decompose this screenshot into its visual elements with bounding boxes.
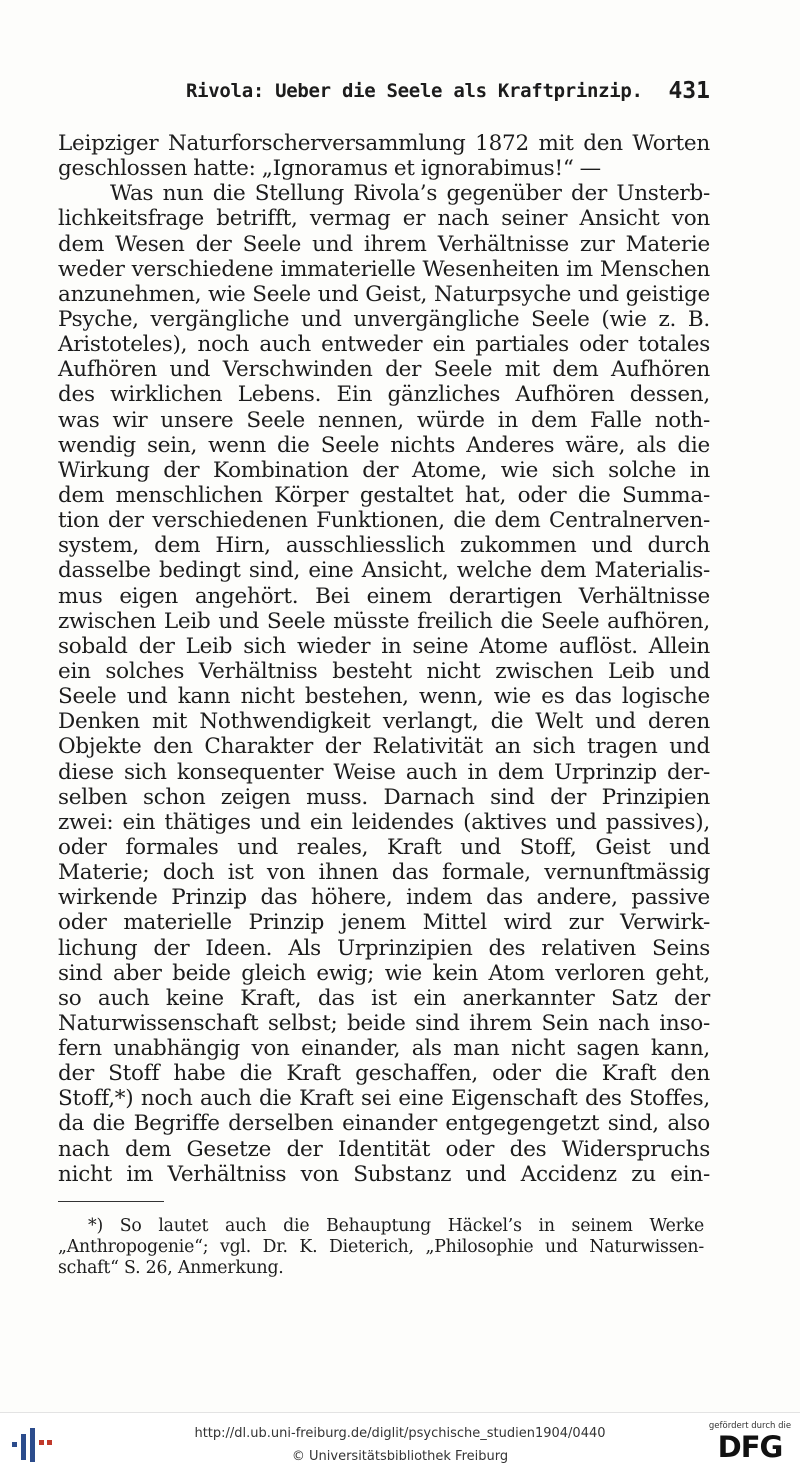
document-url[interactable]: http://dl.ub.uni-freiburg.de/diglit/psychische_studien1904/0440 xyxy=(194,1426,606,1441)
text-line: Stoff,*) noch auch die Kraft sei eine Eigenschaft des Stoffes, xyxy=(58,1086,710,1112)
text-line: sobald der Leib sich wieder in seine Atome auflöst. Allein xyxy=(58,633,710,659)
text-line: lichung der Ideen. Als Urprinzipien des relativen Seins xyxy=(58,935,710,961)
text-line: fern unabhängig von einander, als man nicht sagen kann, xyxy=(58,1036,710,1062)
copyright-notice: © Universitätsbibliothek Freiburg xyxy=(291,1449,509,1464)
text-line: so auch keine Kraft, das ist ein anerkannter Satz der xyxy=(58,985,710,1011)
text-line: zwei: ein thätiges und ein leidendes (aktives und passives), xyxy=(58,809,710,835)
text-line: Leipziger Naturforscherversammlung 1872 mit den Worten xyxy=(58,131,710,156)
text-line: geschlossen hatte: „Ignoramus et ignorabimus!“ — xyxy=(58,156,601,182)
text-line: weder verschiedene immaterielle Wesenheiten im Menschen xyxy=(58,256,710,282)
text-line: Denken mit Nothwendigkeit verlangt, die Welt und deren xyxy=(58,709,710,735)
text-line: Naturwissenschaft selbst; beide sind ihrem Sein nach inso- xyxy=(58,1010,710,1036)
text-line: selben schon zeigen muss. Darnach sind der Prinzipien xyxy=(58,784,710,810)
text-line: der Stoff habe die Kraft geschaffen, oder die Kraft den xyxy=(58,1061,710,1087)
text-line: was wir unsere Seele nennen, würde in dem Falle noth- xyxy=(58,407,710,433)
text-line: des wirklichen Lebens. Ein gänzliches Aufhören dessen, xyxy=(58,382,710,408)
text-line: oder materielle Prinzip jenem Mittel wird zur Verwirk- xyxy=(58,910,710,936)
text-line: Seele und kann nicht bestehen, wenn, wie es das logische xyxy=(58,684,710,710)
text-line: system, dem Hirn, ausschliesslich zukommen und durch xyxy=(58,533,710,559)
footnote-line: *) So lautet auch die Behauptung Häckel’s in seinem Werke xyxy=(88,1216,704,1236)
text-line: Materie; doch ist von ihnen das formale, vernunftmässig xyxy=(58,860,710,886)
text-line: nach dem Gesetze der Identität oder des Widerspruchs xyxy=(58,1136,710,1162)
text-line: wirkende Prinzip das höhere, indem das andere, passive xyxy=(58,885,710,911)
text-line: dem Wesen der Seele und ihrem Verhältnisse zur Materie xyxy=(58,231,710,257)
text-line: zwischen Leib und Seele müsste freilich die Seele aufhören, xyxy=(58,608,710,634)
text-line: tion der verschiedenen Funktionen, die dem Centralnerven- xyxy=(58,508,710,534)
text-line: mus eigen angehört. Bei einem derartigen Verhältnisse xyxy=(58,583,710,609)
text-line: oder formales und reales, Kraft und Stoff, Geist und xyxy=(58,834,710,860)
text-line: Aristoteles), noch auch entweder ein partiales oder totales xyxy=(58,332,710,358)
text-line: lichkeitsfrage betrifft, vermag er nach seiner Ansicht von xyxy=(58,206,710,232)
dfg-caption: gefördert durch die xyxy=(708,1421,792,1431)
text-line: Psyche, vergängliche und unvergängliche Seele (wie z. B. xyxy=(58,306,710,332)
text-line: dasselbe bedingt sind, eine Ansicht, welche dem Materialis- xyxy=(58,558,710,584)
text-line: anzunehmen, wie Seele und Geist, Naturpsyche und geistige xyxy=(58,281,710,307)
text-line: diese sich konsequenter Weise auch in dem Urprinzip der- xyxy=(58,759,710,785)
footnote-divider xyxy=(58,1201,164,1202)
footnote-line: „Anthropogenie“; vgl. Dr. K. Dieterich, „Philosophie und Naturwissen- xyxy=(58,1237,704,1257)
running-head xyxy=(186,80,710,110)
viewer-footer xyxy=(0,1412,800,1473)
dfg-logo[interactable] xyxy=(708,1421,792,1467)
dfg-logo-text: DFG xyxy=(717,1430,783,1464)
text-line: Wirkung der Kombination der Atome, wie sich solche in xyxy=(58,457,710,483)
footnote-line: schaft“ S. 26, Anmerkung. xyxy=(58,1258,284,1278)
body-text xyxy=(58,131,710,1187)
running-title: Rivola: Ueber die Seele als Kraftprinzip. xyxy=(186,80,643,102)
text-line: nicht im Verhältniss von Substanz und Accidenz zu ein- xyxy=(58,1161,710,1187)
text-line: Objekte den Charakter der Relativität an sich tragen und xyxy=(58,734,710,760)
text-line: Was nun die Stellung Rivola’s gegenüber der Unsterb- xyxy=(110,181,710,207)
footnotes xyxy=(58,1216,704,1279)
text-line: wendig sein, wenn die Seele nichts Anderes wäre, als die xyxy=(58,432,710,458)
text-line: ein solches Verhältniss besteht nicht zwischen Leib und xyxy=(58,658,710,684)
text-line: dem menschlichen Körper gestaltet hat, oder die Summa- xyxy=(58,482,710,508)
text-line: sind aber beide gleich ewig; wie kein Atom verloren geht, xyxy=(58,960,710,986)
text-line: Aufhören und Verschwinden der Seele mit dem Aufhören xyxy=(58,357,710,383)
page-number: 431 xyxy=(668,78,710,104)
text-line: da die Begriffe derselben einander entgegengetzt sind, also xyxy=(58,1111,710,1137)
